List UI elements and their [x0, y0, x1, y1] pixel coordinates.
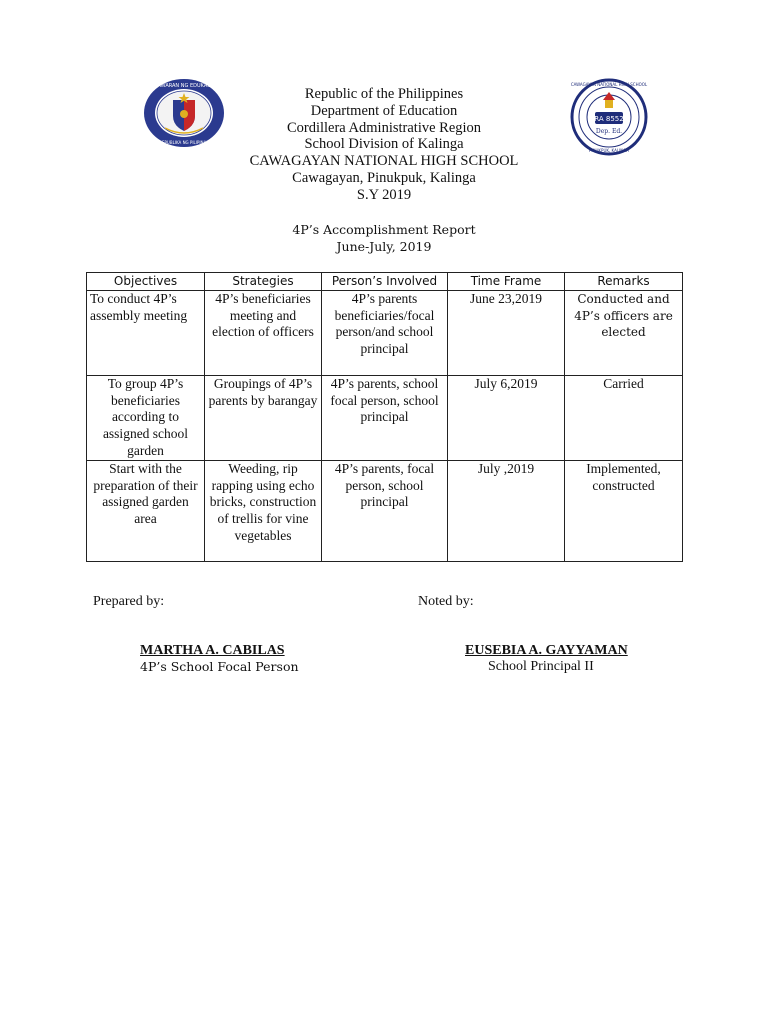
- cell-strategy: Weeding, rip rapping using echo bricks, construction of trellis for vine vegetables: [205, 460, 322, 561]
- header-line-address: Cawagayan, Pinukpuk, Kalinga: [292, 169, 476, 186]
- prepared-by-label: Prepared by:: [93, 594, 165, 609]
- table-row: [87, 460, 683, 561]
- prepared-by-name: MARTHA A. CABILAS: [140, 643, 285, 658]
- cell-strategy: Groupings of 4P’s parents by barangay: [205, 375, 322, 460]
- header-objectives: Objectives: [87, 273, 205, 291]
- cell-persons: 4P’s parents, school focal person, school principal: [322, 375, 448, 460]
- cell-remarks: Carried: [565, 375, 683, 460]
- cell-objective: To group 4P’s beneficiaries according to assigned school garden: [87, 375, 205, 460]
- letterhead: [200, 86, 568, 204]
- cell-remarks: Implemented, constructed: [565, 460, 683, 561]
- table-row: [87, 375, 683, 460]
- noted-by-label: Noted by:: [418, 594, 474, 609]
- prepared-by-role: 4P’s School Focal Person: [140, 659, 299, 674]
- cell-time-frame: July 6,2019: [448, 375, 565, 460]
- seal-right-center-text: RA 8552: [594, 115, 624, 123]
- table-row: [87, 290, 683, 375]
- noted-by-name: EUSEBIA A. GAYYAMAN: [465, 643, 628, 658]
- cell-objective: To conduct 4P’s assembly meeting: [87, 290, 205, 375]
- noted-by-role: School Principal II: [488, 659, 594, 674]
- table-header-row: [87, 273, 683, 291]
- report-title: 4P’s Accomplishment Report: [292, 222, 476, 237]
- header-strategies: Strategies: [205, 273, 322, 291]
- seal-right-text-bottom: PINUKPUK, KALINGA: [588, 148, 630, 153]
- header-line-department: Department of Education: [310, 102, 458, 119]
- seal-right-text-top: CAWAGAYAN NATIONAL HIGH SCHOOL: [570, 82, 648, 87]
- header-line-school-year: S.Y 2019: [356, 186, 412, 203]
- seal-left-text-top: KAGAWARAN NG EDUKASYON: [147, 83, 221, 89]
- cell-time-frame: June 23,2019: [448, 290, 565, 375]
- header-line-region: Cordillera Administrative Region: [286, 119, 482, 136]
- cell-time-frame: July ,2019: [448, 460, 565, 561]
- header-line-republic: Republic of the Philippines: [304, 86, 464, 102]
- cell-strategy: 4P’s beneficiaries meeting and election of officers: [205, 290, 322, 375]
- cell-persons: 4P’s parents, focal person, school principal: [322, 460, 448, 561]
- cell-persons: 4P’s parents beneficiaries/focal person/and school principal: [322, 290, 448, 375]
- accomplishment-table: [86, 272, 683, 562]
- cell-objective: Start with the preparation of their assigned garden area: [87, 460, 205, 561]
- school-seal-icon: [570, 78, 648, 156]
- seal-right-sub-text: Dep. Ed.: [595, 128, 623, 135]
- header-persons-involved: Person’s Involved: [322, 273, 448, 291]
- seal-left-text-bottom: REPUBLIKA NG PILIPINAS: [159, 140, 209, 145]
- report-title-block: [200, 221, 568, 255]
- header-line-division: School Division of Kalinga: [304, 136, 464, 153]
- report-period: June-July, 2019: [336, 239, 432, 254]
- header-remarks: Remarks: [565, 273, 683, 291]
- header-time-frame: Time Frame: [448, 273, 565, 291]
- cell-remarks: Conducted and 4P’s officers are elected: [565, 290, 683, 375]
- header-line-school: CAWAGAYAN NATIONAL HIGH SCHOOL: [249, 153, 519, 170]
